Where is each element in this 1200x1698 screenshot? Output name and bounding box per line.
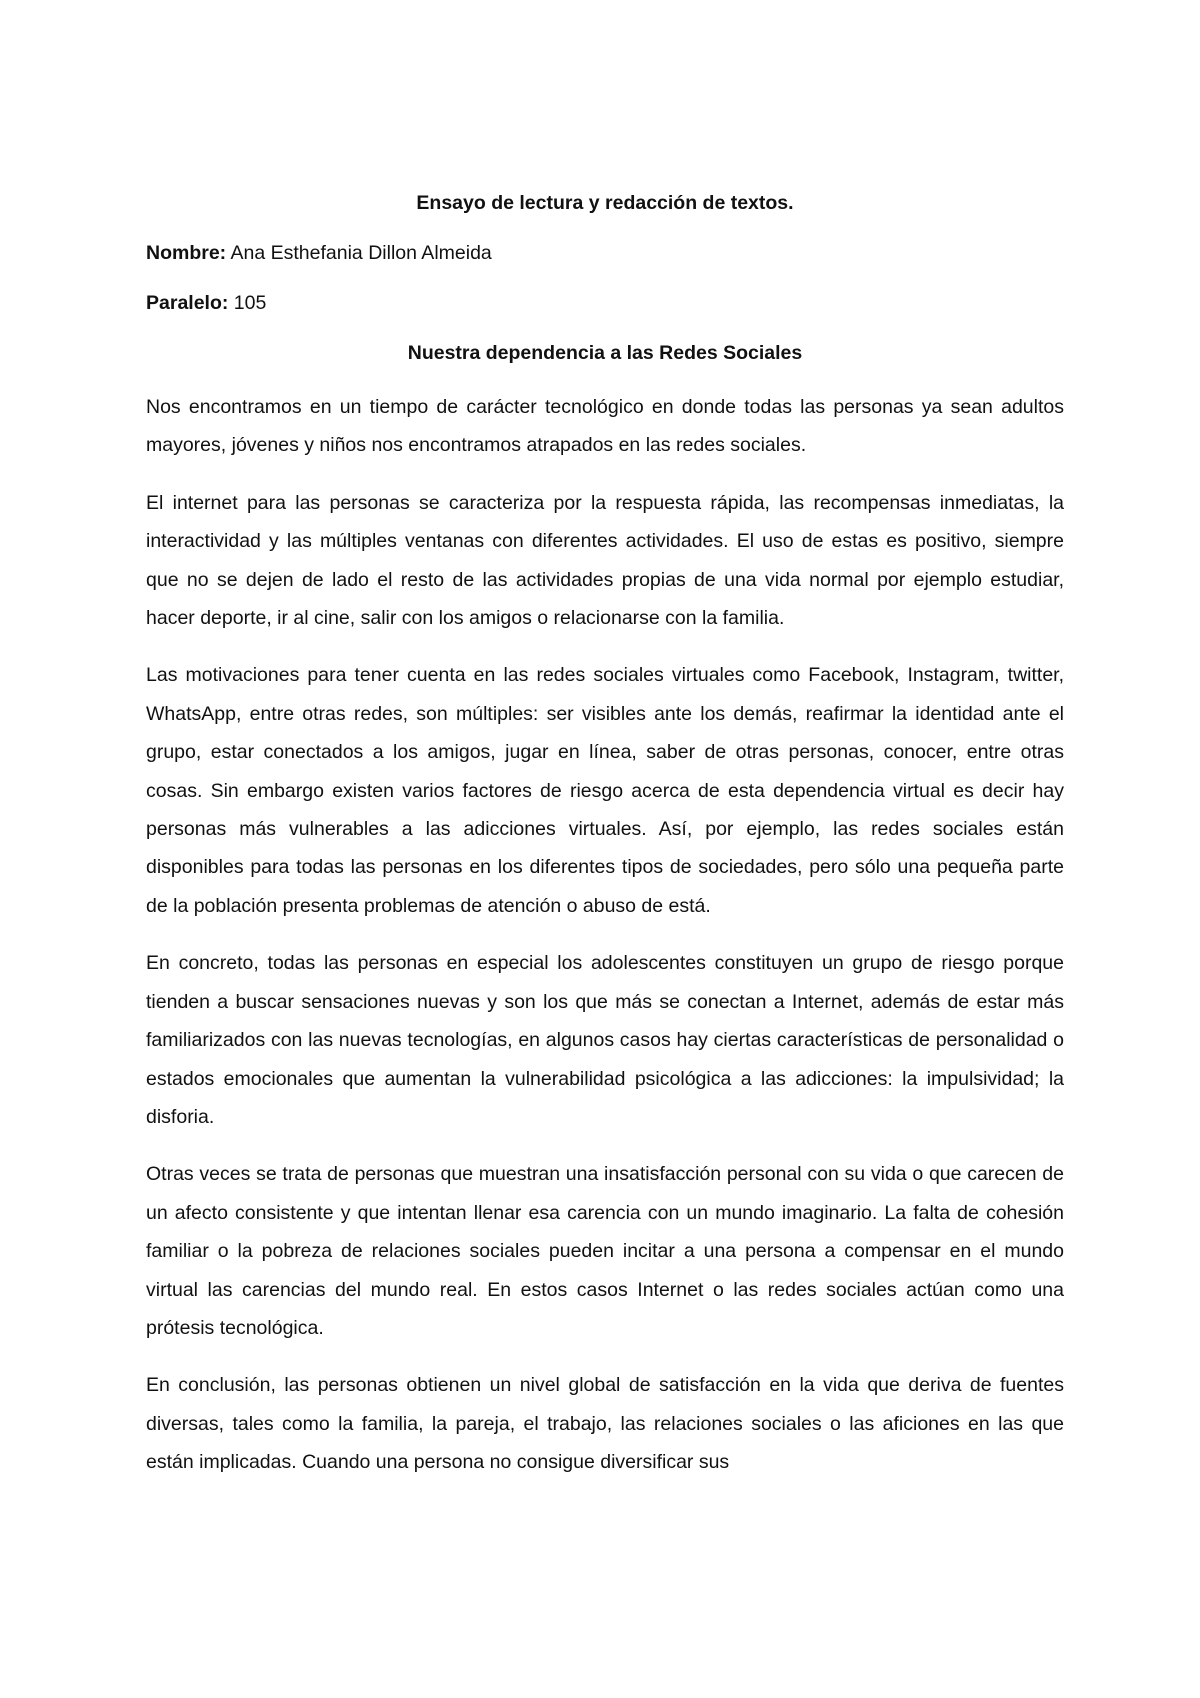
name-field	[146, 238, 1064, 268]
document-body	[146, 188, 1064, 1501]
document-title: Ensayo de lectura y redacción de textos.	[416, 192, 794, 214]
section-value: 105	[233, 292, 267, 314]
essay-paragraph-3: Las motivaciones para tener cuenta en las redes sociales virtuales como Facebook, Instagram, twitter, WhatsApp, entre otras redes, son múltiples: ser visibles ante los demás, reafirmar la identidad ante el grupo, estar conectados a los amigos, jugar en línea, saber de otras personas, conocer, entre otras cosas. Sin embargo existen varios factores de riesgo acerca de esta dependencia virtual es decir hay personas más vulnerables a las adicciones virtuales. Así, por ejemplo, las redes sociales están disponibles para todas las personas en los diferentes tipos de sociedades, pero sólo una pequeña parte de la población presenta problemas de atención o abuso de está.	[146, 664, 1064, 917]
section-field	[146, 288, 1064, 318]
essay-paragraph-4: En concreto, todas las personas en especial los adolescentes constituyen un grupo de riesgo porque tienden a buscar sensaciones nuevas y son los que más se conectan a Internet, además de estar más familiarizados con las nuevas tecnologías, en algunos casos hay ciertas características de personalidad o estados emocionales que aumentan la vulnerabilidad psicológica a las adicciones: la impulsividad; la disforia.	[146, 952, 1064, 1128]
essay-paragraph-1: Nos encontramos en un tiempo de carácter tecnológico en donde todas las personas ya sean adultos mayores, jóvenes y niños nos encontramos atrapados en las redes sociales.	[146, 396, 1064, 457]
section-label: Paralelo:	[146, 292, 229, 314]
name-value: Ana Esthefania Dillon Almeida	[230, 242, 492, 264]
name-label: Nombre:	[146, 242, 227, 264]
essay-paragraph-5: Otras veces se trata de personas que muestran una insatisfacción personal con su vida o que carecen de un afecto consistente y que intentan llenar esa carencia con un mundo imaginario. La falta de cohesión familiar o la pobreza de relaciones sociales pueden incitar a una persona a compensar en el mundo virtual las carencias del mundo real. En estos casos Internet o las redes sociales actúan como una prótesis tecnológica.	[146, 1163, 1064, 1339]
essay-title: Nuestra dependencia a las Redes Sociales	[407, 342, 803, 364]
essay-paragraph-2: El internet para las personas se caracteriza por la respuesta rápida, las recompensas inmediatas, la interactividad y las múltiples ventanas con diferentes actividades. El uso de estas es positivo, siempre que no se dejen de lado el resto de las actividades propias de una vida normal por ejemplo estudiar, hacer deporte, ir al cine, salir con los amigos o relacionarse con la familia.	[146, 491, 1064, 630]
essay-paragraph-6: En conclusión, las personas obtienen un nivel global de satisfacción en la vida que deriva de fuentes diversas, tales como la familia, la pareja, el trabajo, las relaciones sociales o las aficiones en las que están implicadas. Cuando una persona no consigue diversificar sus	[146, 1374, 1064, 1474]
